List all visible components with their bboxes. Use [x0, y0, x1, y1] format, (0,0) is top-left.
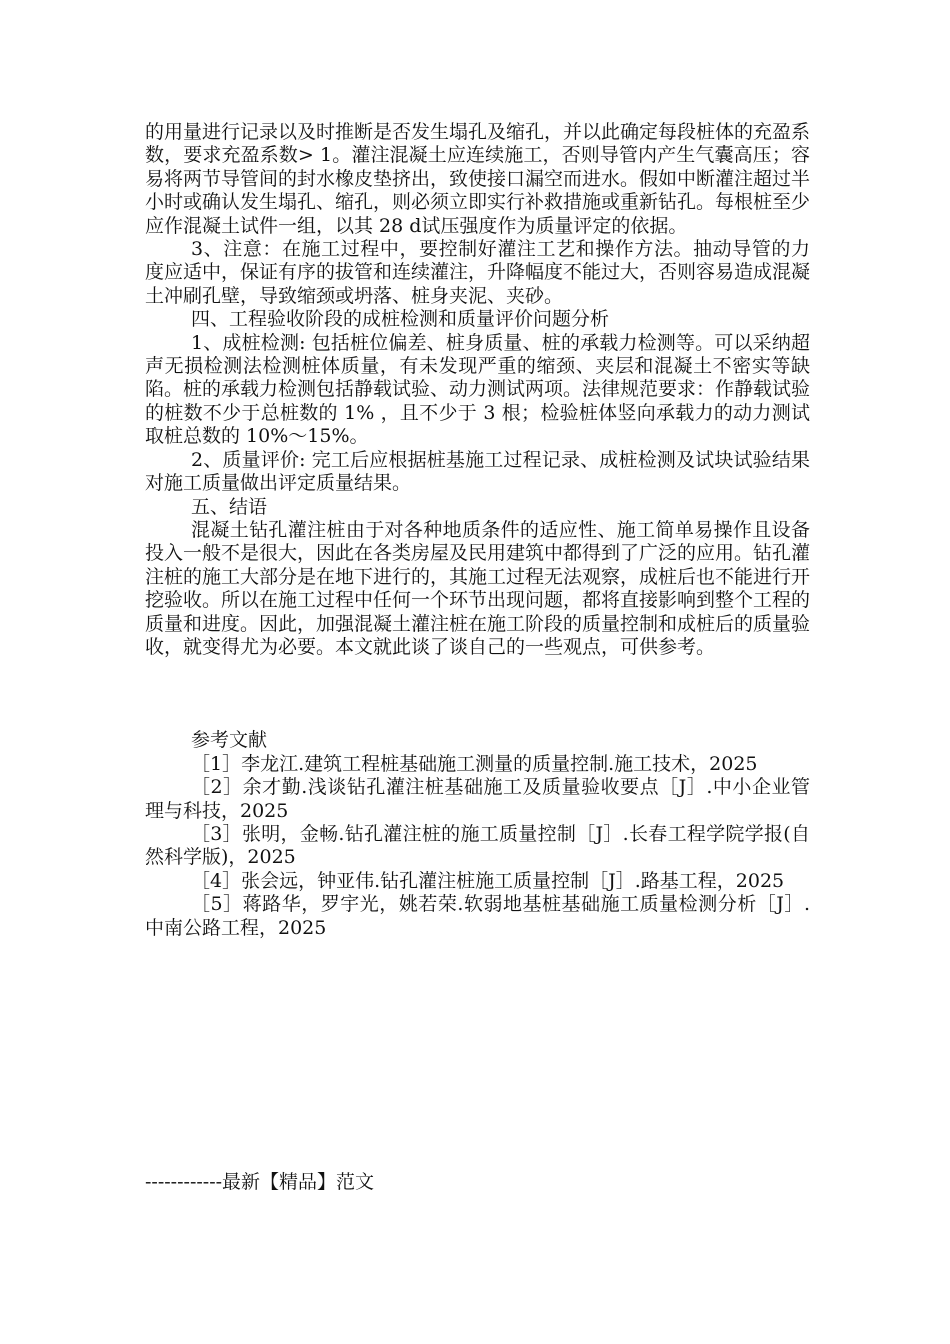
document-page [145, 121, 810, 940]
paragraph-quality-evaluation: 2、质量评价: 完工后应根据桩基施工过程记录、成桩检测及试块试验结果对施工质量做出评定质量结果。 [145, 448, 810, 495]
paragraph-conclusion: 混凝土钻孔灌注桩由于对各种地质条件的适应性、施工简单易操作且设备投入一般不是很大，因此在各类房屋及民用建筑中都得到了广泛的应用。钻孔灌注桩的施工大部分是在地下进行的，其施工过程无法观察，成桩后也不能进行开挖验收。所以在施工过程中任何一个环节出现问题，都将直接影响到整个工程的质量和进度。因此，加强混凝土灌注桩在施工阶段的质量控制和成桩后的质量验收，就变得尤为必要。本文就此谈了谈自己的一些观点，可供参考。 [145, 518, 811, 658]
paragraph-continuation: 的用量进行记录以及时推断是否发生塌孔及缩孔，并以此确定每段桩体的充盈系数，要求充盈系数> 1。灌注混凝土应连续施工，否则导管内产生气囊高压；容易将两节导管间的封水橡皮垫挤出，致使接口漏空而进水。假如中断灌注超过半小时或确认发生塌孔、缩孔，则必须立即实行补救措施或重新钻孔。每根桩至少应作混凝土试件一组，以其 28 d试压强度作为质量评定的依据。 [145, 121, 811, 237]
section-heading-5: 五、结语 [191, 495, 268, 518]
reference-item-2: ［2］余才勤.浅谈钻孔灌注桩基础施工及质量验收要点［J］.中小企业管理与科技，2025 [145, 776, 810, 822]
section-heading-4: 四、工程验收阶段的成桩检测和质量评价问题分析 [191, 308, 610, 331]
paragraph-pile-testing: 1、成桩检测: 包括桩位偏差、桩身质量、桩的承载力检测等。可以采纳超声无损检测法检测桩体质量，有未发现严重的缩颈、夹层和混凝土不密实等缺陷。桩的承载力检测包括静载试验、动力测试两项。法律规范要求：作静载试验的桩数不少于总桩数的 1% ，且不少于 3 根；检验桩体竖向承载力的动力测试取桩总数的 10%～15%。 [145, 331, 811, 448]
reference-item-5: ［5］蒋路华，罗宇光，姚若荣.软弱地基桩基础施工质量检测分析［J］.中南公路工程，2025 [145, 893, 810, 939]
reference-item-4: ［4］张会远，钟亚伟.钻孔灌注桩施工质量控制［J］.路基工程，2025 [191, 869, 785, 892]
references-section [145, 729, 810, 940]
reference-item-3: ［3］张明，金畅.钻孔灌注桩的施工质量控制［J］.长春工程学院学报(自然科学版)，2025 [145, 822, 810, 869]
footer-banner: ------------最新【精品】范文 [145, 1171, 375, 1193]
references-heading: 参考文献 [191, 729, 268, 752]
paragraph-note-3: 3、注意：在施工过程中，要控制好灌注工艺和操作方法。抽动导管的力度应适中，保证有序的拔管和连续灌注，升降幅度不能过大，否则容易造成混凝土冲刷孔壁，导致缩颈或坍落、桩身夹泥、夹砂。 [145, 238, 811, 307]
reference-item-1: ［1］李龙江.建筑工程桩基础施工测量的质量控制.施工技术，2025 [191, 752, 758, 775]
spacer [145, 659, 810, 729]
body-text [145, 121, 810, 659]
